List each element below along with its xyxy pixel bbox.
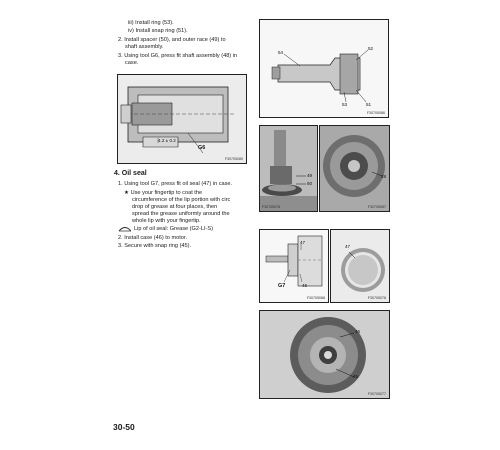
- figure-id: F30705078: [262, 205, 281, 209]
- figure-motor-case-photo: [259, 310, 390, 399]
- figure-oil-seal-photo: [330, 229, 390, 303]
- oil-seal-step-1: 1. Using tool G7, press fit oil seal (47) in case.: [118, 181, 233, 187]
- note-line-1: ★ Use your fingertip to coat the: [124, 190, 203, 196]
- figure-tool-g7: [259, 229, 329, 303]
- photo-motor-case: [260, 311, 389, 398]
- dimension-label: 4.2 ± 0.2: [158, 138, 176, 143]
- note-line-5: whole lip with your fingertip.: [132, 218, 201, 224]
- grease-icon: [118, 224, 132, 232]
- label-53: 53: [342, 102, 348, 107]
- grease-spec: Lip of oil seal: Grease (G2-LI-S): [134, 226, 213, 232]
- label-46: 46: [302, 283, 308, 288]
- figure-outer-race-photo: [259, 125, 318, 212]
- label-54: 54: [278, 50, 284, 55]
- page-number: 30-50: [113, 422, 135, 432]
- figure-id: F30705087: [367, 205, 386, 209]
- press-fit-drawing: [118, 75, 246, 163]
- label-48: 48: [381, 174, 387, 179]
- label-47: 47: [300, 240, 306, 245]
- step-3-cont: case.: [125, 60, 139, 66]
- step-3: 3. Using tool G6, press fit shaft assembly (48) in: [118, 53, 238, 59]
- tool-label-g6: G6: [198, 145, 206, 151]
- press-fit-oil-seal-drawing: [260, 230, 328, 302]
- note-line-4: spread the grease uniformly around the: [132, 211, 230, 217]
- photo-oil-seal: [331, 230, 389, 302]
- label-51: 51: [366, 102, 372, 107]
- photo-outer-race: [260, 126, 317, 211]
- figure-case-photo: [319, 125, 390, 212]
- oil-seal-step-2: 2. Install case (46) to motor.: [118, 235, 188, 241]
- label-49: 49: [307, 173, 313, 178]
- figure-id: F30705088: [306, 296, 325, 300]
- label-52: 52: [368, 46, 374, 51]
- label-50: 50: [307, 181, 313, 186]
- step-iv: iv) Install snap ring (51).: [128, 28, 188, 34]
- label-47: 47: [345, 244, 351, 249]
- figure-tool-g6: [117, 74, 247, 164]
- figure-id: F30705086: [366, 111, 385, 115]
- label-46: 46: [355, 329, 361, 334]
- note-line-3: drop of grease at four places, then: [132, 204, 218, 210]
- section-title-oil-seal: 4. Oil seal: [114, 170, 147, 177]
- photo-case: [320, 126, 389, 211]
- step-2: 2. Install spacer (50), and outer race (49) to: [118, 37, 226, 43]
- figure-id: F30705078: [367, 296, 386, 300]
- label-45: 45: [353, 374, 359, 379]
- note-line-2: circumference of the lip portion with circ: [132, 197, 231, 203]
- step-2-cont: shaft assembly.: [125, 44, 164, 50]
- tool-label-g7: G7: [278, 283, 286, 289]
- oil-seal-step-3: 3. Secure with snap ring (45).: [118, 243, 192, 249]
- step-iii: iii) Install ring (53).: [128, 20, 174, 26]
- figure-shaft-assembly: [259, 19, 389, 118]
- figure-id: F30705077: [367, 392, 386, 396]
- figure-id: F30705080: [224, 157, 243, 161]
